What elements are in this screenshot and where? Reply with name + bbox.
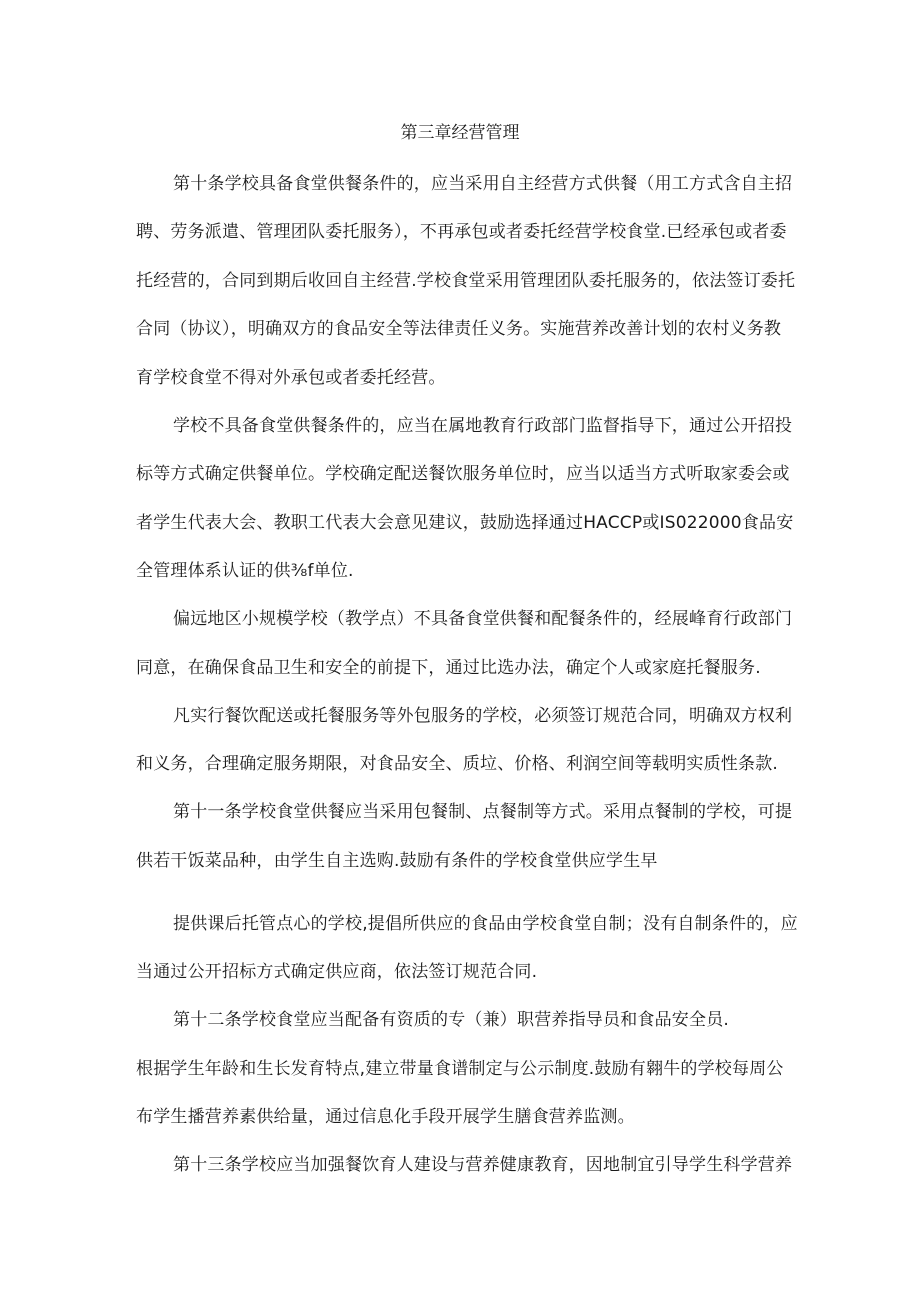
paragraph-line: 和义务，合理确定服务期限，对食品安全、质垃、价格、利润空间等载明实质性条款. (136, 754, 779, 774)
paragraph-line: 偏远地区小规模学校（教学点）不具备食堂供餐和配餐条件的，经展峰育行政部门 (173, 609, 793, 629)
paragraph-line: 提供课后托管点心的学校,提倡所供应的食品由学校食堂自制；没有自制条件的，应 (173, 914, 798, 934)
paragraph-line: 聘、劳务派遣、管理团队委托服务），不再承包或者委托经营学校食堂.已经承包或者委 (136, 222, 787, 242)
paragraph-line: 布学生播营养素供给量，通过信息化手段开展学生膳食营养监测。 (136, 1107, 635, 1127)
paragraph-line: 当通过公开招标方式确定供应商，依法签订规范合同. (136, 962, 538, 982)
paragraph-line: 供若干饭菜品种，由学生自主选购.鼓励有条件的学校食堂供应学生早 (136, 851, 658, 871)
paragraph-line: 同意，在确保食品卫生和安全的前提下，通过比选办法，确定个人或家庭托餐服务. (136, 658, 761, 678)
paragraph-line: 育学校食堂不得对外承包或者委托经营。 (136, 368, 446, 388)
paragraph-line: 第十二条学校食堂应当配备有资质的专（兼）职营养指导员和食品安全员. (173, 1010, 730, 1030)
paragraph-line: 第十三条学校应当加强餐饮育人建设与营养健康教育，因地制宜引导学生科学营养 (173, 1155, 793, 1175)
paragraph-line: 学校不具备食堂供餐条件的，应当在属地教育行政部门监督指导下，通过公开招投 (173, 416, 793, 436)
paragraph-line: 第十一条学校食堂供餐应当采用包餐制、点餐制等方式。采用点餐制的学校，可提 (173, 802, 793, 822)
paragraph-line: 全管理体系认证的供⅜f单位. (136, 561, 354, 581)
paragraph-line: 根据学生年龄和生长发育特点,建立带量食谱制定与公示制度.鼓励有翱牛的学校每周公 (136, 1059, 784, 1079)
paragraph-line: 者学生代表大会、教职工代表大会意见建议，鼓励选择通过HACCP或IS022000食品安 (136, 513, 794, 533)
paragraph-line: 凡实行餐饮配送或托餐服务等外包服务的学校，必须签订规范合同，明确双方权利 (173, 706, 793, 726)
paragraph-line: 第十条学校具备食堂供餐条件的，应当采用自主经营方式供餐（用工方式含自主招 (173, 174, 793, 194)
paragraph-line: 托经营的，合同到期后收回自主经营.学校食堂采用管理团队委托服务的，依法签订委托 (136, 271, 796, 291)
paragraph-line: 合同（协议），明确双方的食品安全等法律责任义务。实施营养改善计划的农村义务教 (136, 319, 782, 339)
chapter-title: 第三章经营管理 (400, 123, 520, 143)
paragraph-line: 标等方式确定供餐单位。学校确定配送餐饮服务单位时，应当以适当方式听取家委会或 (136, 464, 790, 484)
